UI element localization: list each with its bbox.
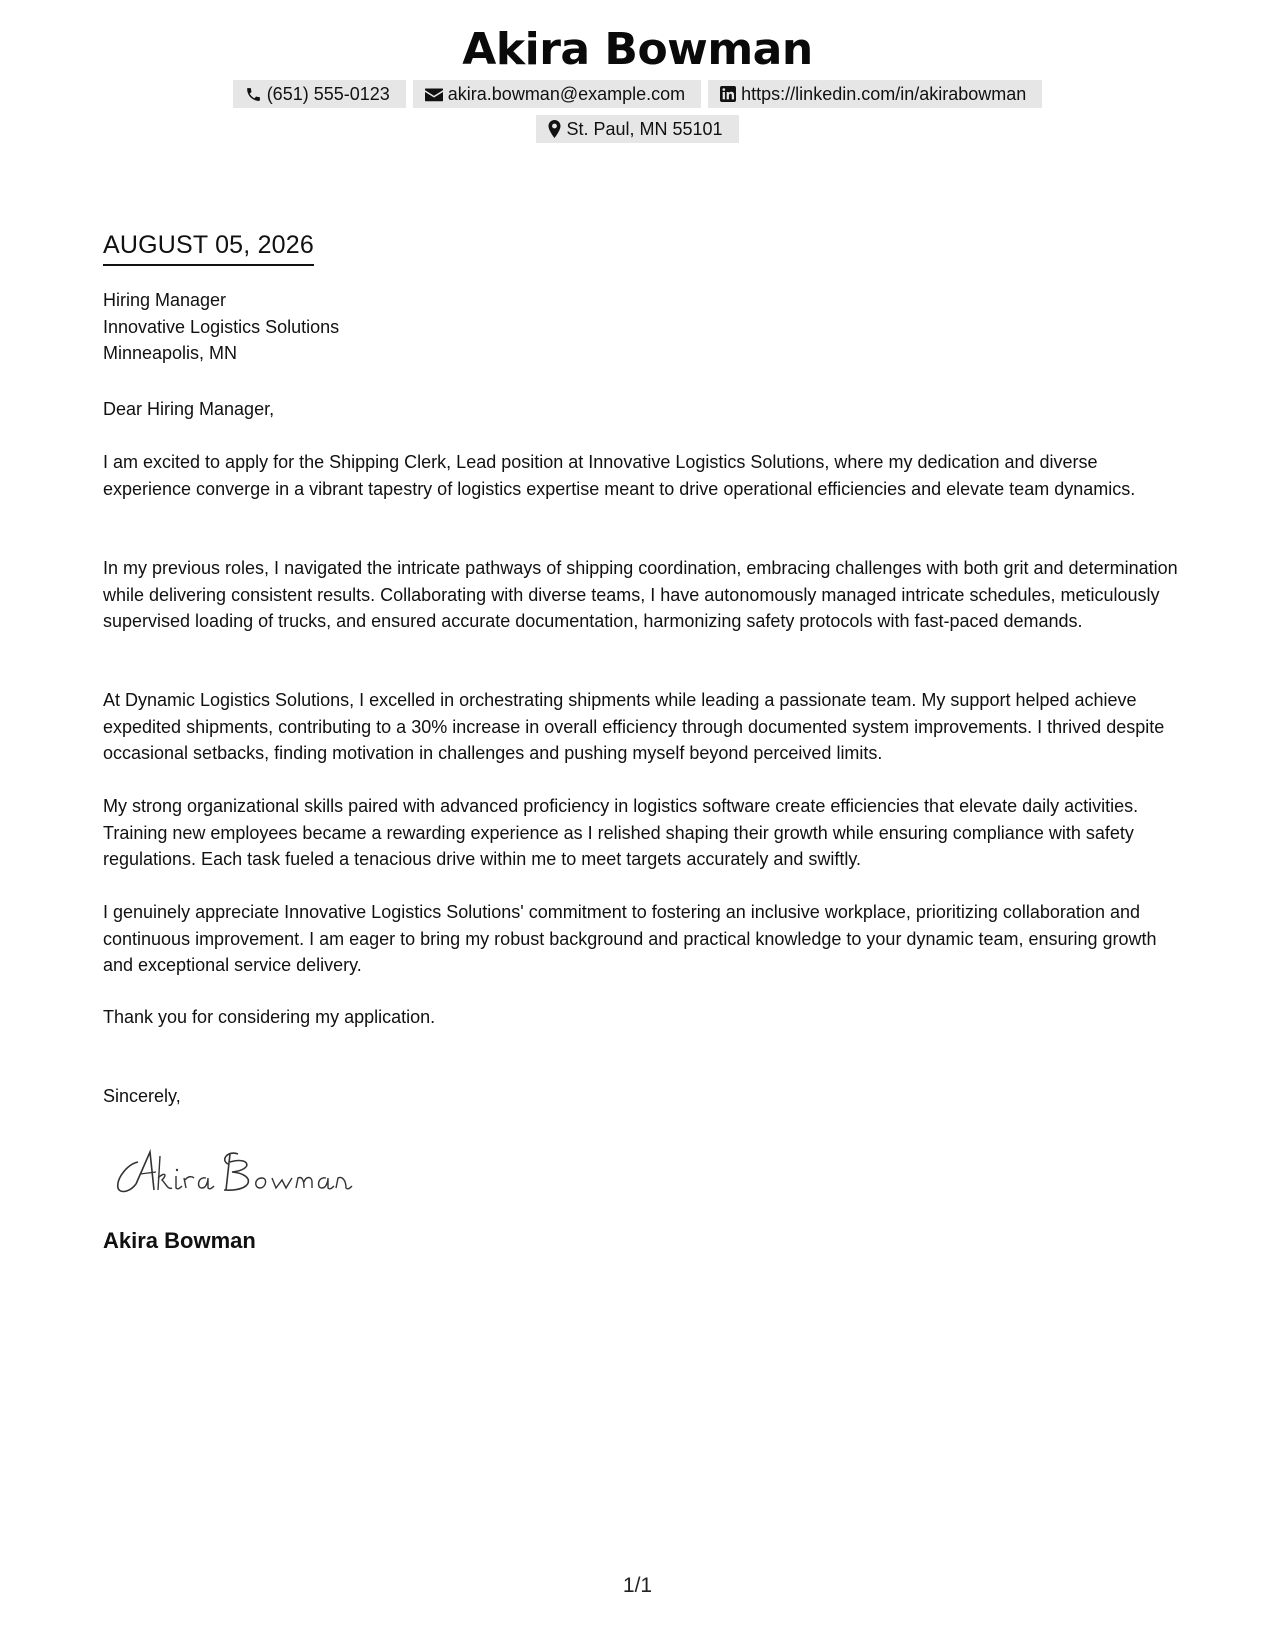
email-chip (413, 80, 701, 108)
linkedin-icon (720, 86, 736, 102)
letter-date: AUGUST 05, 2026 (103, 228, 314, 266)
email-address[interactable]: akira.bowman@example.com (447, 84, 686, 104)
paragraph-company-fit: I genuinely appreciate Innovative Logistics Solutions' commitment to fostering an inclusive workplace, prioritizing collaboration and continuous improvement. I am eager to bring my robust background and practical knowledge to your dynamic team, ensuring growth and exceptional service delivery. (103, 902, 1157, 975)
page-indicator: 1/1 (622, 1574, 653, 1597)
recipient-company: Innovative Logistics Solutions (103, 316, 340, 337)
phone-chip (233, 80, 406, 108)
paragraph-experience: In my previous roles, I navigated the intricate pathways of shipping coordination, embracing challenges with both grit and determination while delivering consistent results. Collaborating with diverse teams, I have autonomously managed intricate schedules, meticulously supervised loading of trucks, and ensured accurate documentation, harmonizing safety protocols with fast-paced demands. (103, 558, 1178, 631)
recipient-title: Hiring Manager (103, 290, 227, 310)
recipient-location: Minneapolis, MN (103, 343, 238, 363)
paragraph-achievements: At Dynamic Logistics Solutions, I excelled in orchestrating shipments while leading a passionate team. My support helped achieve expedited shipments, contributing to a 30% increase in overall efficiency through documented system improvements. I thrived despite occasional setbacks, finding motivation in challenges and pushing myself beyond perceived limits. (103, 690, 1165, 763)
contact-row-secondary (0, 115, 1275, 143)
map-pin-icon (548, 120, 561, 138)
envelope-icon (425, 87, 443, 102)
closing: Sincerely, (103, 1086, 181, 1106)
paragraph-skills: My strong organizational skills paired with advanced proficiency in logistics software create efficiencies that elevate daily activities. Training new employees became a rewarding experience as I relished shaping their growth while ensuring compliance with safety regulations. Each task fueled a tenacious drive within me to meet targets accurately and swiftly. (103, 796, 1139, 869)
phone-number: (651) 555-0123 (266, 84, 390, 104)
paragraph-intro: I am excited to apply for the Shipping Clerk, Lead position at Innovative Logistics Solutions, where my dedication and diverse experience converge in a vibrant tapestry of logistics expertise meant to drive operational efficiencies and elevate team dynamics. (103, 452, 1136, 499)
location-text: St. Paul, MN 55101 (566, 119, 723, 139)
signer-name: Akira Bowman (103, 1228, 256, 1253)
linkedin-url[interactable]: https://linkedin.com/in/akirabowman (741, 84, 1027, 104)
phone-icon (245, 86, 262, 103)
linkedin-chip (708, 80, 1042, 108)
paragraph-thanks: Thank you for considering my application. (103, 1007, 436, 1027)
recipient-block (103, 287, 339, 367)
handwritten-signature (110, 1140, 360, 1200)
location-chip (536, 115, 738, 143)
applicant-name: Akira Bowman (462, 24, 813, 75)
contact-row-primary (0, 80, 1275, 108)
salutation: Dear Hiring Manager, (103, 399, 275, 419)
